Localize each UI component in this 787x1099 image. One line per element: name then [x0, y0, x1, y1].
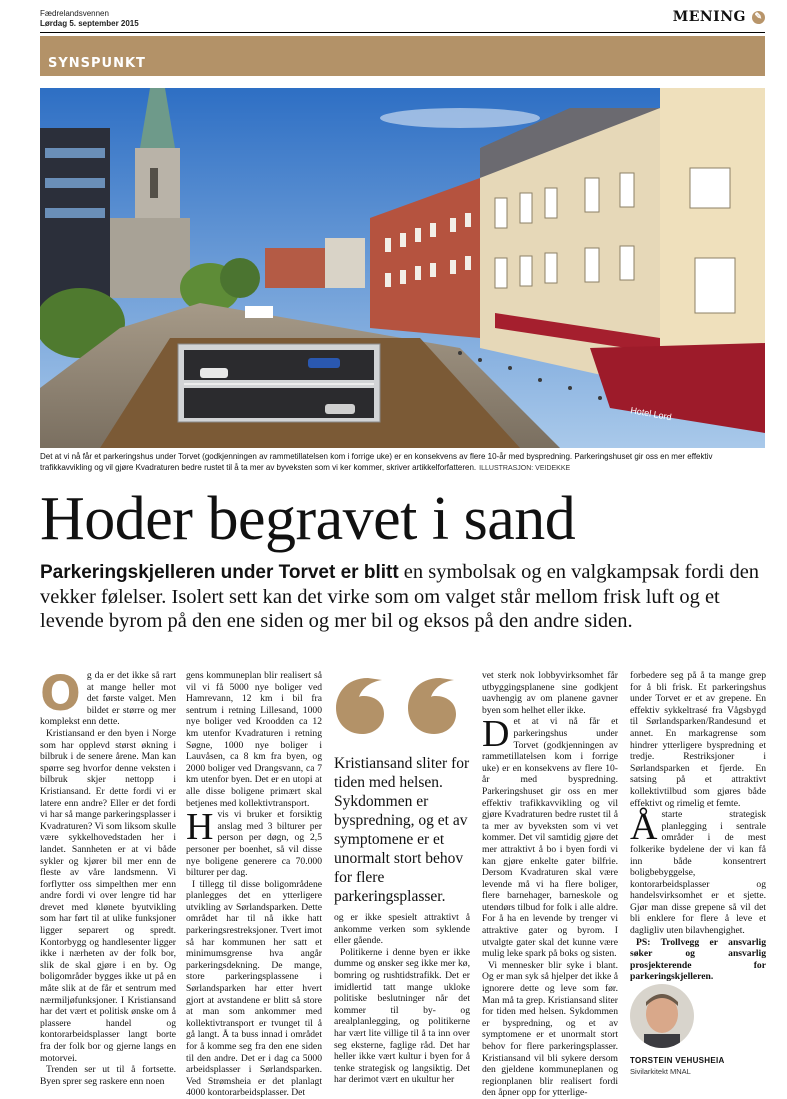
section-band	[40, 36, 765, 76]
column-1	[40, 666, 176, 1087]
column-5	[630, 670, 766, 983]
col1-p1: g da er det ikke så rart at mange heller mot det første valget. Men bildet er større og mer komplekst enn dette.	[40, 670, 176, 728]
caption-text: Det at vi nå får et parkeringshus under Torvet (godkjenningen av rammetillatelsen kom i forrige uke) er en konsekvens av flere 10-år med byspredning. Parkeringshuset gir oss en mer effektiv trafikkavvikling og vil gjøre Kvadraturen bedre rustet til å ta mer av byveksten som vi ker kommer, skriver artikkelforfatteren.	[40, 452, 713, 472]
col2-p3: I tillegg til disse boligområdene planlegges det en ytterligere utvikling av Sørlandsparken. Dette området har til nå ikke hatt parkeringsrestreksjoner. Tvert imot så har kommunen her satt et minimumsgrense hva angår parkeringsdekning. De mange, store parkeringsplassene i Sørlandsparken har etter hvert gjort at avstandene er blitt så store at man som ankommer med kollektivtransport er tvunget til å gå langt. Å ta buss innad i området for å komme seg fra den ene siden til den andre. Det er i dag ca 5000 arbeidsplasser i Sørlandsparken. Ved Strømsheia er det planlagt 4000 kontorarbeidsplasser. Det	[186, 878, 322, 1099]
paper-header	[40, 9, 139, 29]
article-photo	[40, 88, 765, 448]
photo-credit: ILLUSTRASJON: VEIDEKKE	[479, 464, 571, 472]
author-avatar	[630, 984, 694, 1048]
photo-caption	[40, 452, 765, 474]
drop-cap-h: H	[186, 806, 214, 849]
article-headline: Hoder begravet i sand	[40, 485, 576, 553]
band-label: SYNSPUNKT	[48, 56, 146, 71]
col1-p2: Kristiansand er den byen i Norge som har opplevd størst økning i bilbruk i de senere årene. Man kan spørre seg hvorfor denne veksten i bilbruk skjer nettopp i Kristiansand. Er dette fordi vi er latere enn andre? Eller er det fordi vi har så mange parkeringsplasser i Kvadraturen? Vi som liksom skulle være sykkelhovedstaden her i landet. Sannheten er at vi både sykler og kjører bil mer enn de fleste av våre landsmenn. Vi forflytter oss simpelthen mer enn andre fordi vi over lengre tid har drevet med klønete byutvikling som har ført til at ulike funksjoner ligger separert og spredt. Kontorbygg og handlesenter ligger ikke i nærheten av der folk bor, slik de skal gjøre i en by. Og boligområder bygges ikke ut på en måte slik at de får et sentrum med nærmiljøfunksjoner. I Kristiansand har det vært et politisk ønske om å plassere handel og kontorarbeidsplasser langt borte fra der folk bor og gjerne langs en motorvei.	[40, 727, 176, 1064]
col1-p3: Trenden ser ut til å fortsette. Byen sprer seg raskere enn noen	[40, 1064, 176, 1087]
col4-p2: et at vi nå får et parkeringshus under Torvet (godkjenningen av rammetillatelsen kom i forrige uke) er en konsekvens av flere 10-år med byspredning. Parkeringshuset gir oss en mer effektiv trafikkavvikling og vil gjøre Kvadraturen bedre rustet til å ta mer av byveksten som vi vet kommer. Det vil samtidig gjøre det mer attraktivt å bo i byen fordi vi kan gjøre enkelte gater bilfrie. Dersom Kvadraturen skal være levende må vi ha flere boliger, flere barnehager, barneskole og utendørs tilbud for folk i alle aldre. For å ha en levende by trenger vi attraktive gater og byrom. I utvalgte gater skal det kunne være mulig leke spark på boks og sisten.	[482, 716, 618, 960]
col5-p1: forbedere seg på å ta mange grep for å bli frisk. Et parkeringshus under Torvet er et av grepene. En effektiv sykkeltrasé fra Vågsbygd til Sørlandsparken/Randesund et annet. En markagrense som hindrer ytterligere byspredning et tredje. Restriksjoner i Sørlandsparken et fjerde. En satsing på et attraktivt kollektivtilbud som gjøres både effektivt og rimelig et femte.	[630, 670, 766, 809]
author-name: TORSTEIN VEHUSHEIA	[630, 1056, 725, 1065]
lead-rest: en symbolsak og en valgkampsak fordi den vekker følelser. Isolert sett kan det virke som om valget står mellom frisk luft og et levende byrom på den ene siden og mer bil og eksos på den andre siden.	[40, 561, 760, 632]
col4-p3: Vi mennesker blir syke i blant. Og er man syk så hjelper det ikke å ignorere dette og leve som før. Man må ta grep. Kristiansand sliter for tiden med helsen. Sykdommen er byspredning, og et av symptomene er et unormalt stort behov for flere parkeringsplasser. Kristiansand vil bli sykere dersom den gjeldene kommuneplanen og regionplanen blir realisert fordi den åpner opp for ytterlige-	[482, 959, 618, 1099]
circle-icon: ✎	[752, 11, 765, 24]
col3-p2: Politikerne i denne byen er ikke dumme og ønsker seg ikke mer kø, bomring og rushtidstrafikk. Det er imidlertid tatt mange ukloke politiske beslutninger når det kommer til by- og arealplanlegging, og politikerne har vært lite villige til å ta inn over seg eksterne, faglige råd. Det har heller ikke vært kultur i byen for å tenke strategisk og langsiktig. Det har derimot vært en ukultur her	[334, 946, 470, 1086]
pull-quote: Kristiansand sliter for tiden med helsen. Sykdommen er byspredning, og et av symptomene er et unormalt stort behov for flere parkeringsplasser.	[334, 755, 470, 905]
parking-illustration	[40, 88, 765, 448]
lead-bold: Parkeringskjelleren under Torvet er blitt	[40, 562, 399, 583]
col5-ps: PS: Trollvegg er ansvarlig søker og ansvarlig prosjekterende for parkeringskjelleren.	[630, 936, 766, 983]
drop-cap-aa: Å	[630, 806, 658, 849]
col3-p1: og er ikke spesielt attraktivt å ankomme verken som syklende eller gående.	[334, 912, 470, 947]
drop-cap-d: D	[482, 713, 510, 756]
column-4	[482, 670, 618, 1099]
author-role: Sivilarkitekt MNAL	[630, 1067, 691, 1076]
article-lead	[40, 560, 765, 633]
column-3	[334, 912, 470, 1086]
issue-date: Lørdag 5. september 2015	[40, 19, 139, 28]
drop-cap-o: O	[40, 666, 81, 722]
column-2	[186, 670, 322, 1099]
col4-p1: vet sterk nok lobbyvirksomhet får utbyggingsplanene sine godkjent uavhengig av om planene gavner byen som helhet eller ikke.	[482, 670, 618, 716]
col5-p2: starte strategisk planlegging i sentrale områder i de mest folkerike bydelene der vi kan få inn både konsentrert boligbebyggelse, kontorarbeidsplasser og handelsvirksomhet er et sjette. Gjør man disse grepene så vil det bli enklere for flere å leve et dagligliv uten bilavhengighet.	[630, 809, 766, 937]
col2-p1: gens kommuneplan blir realisert så vil vi få 5000 nye boliger ved Hamrevann, 12 km i bil fra sentrum i retning Lillesand, 1000 nye boliger ved Kroodden ca 12 km utenfor Kvadraturen i retning Søgne, 1000 nye boliger i Lauvåsen, ca 8 km fra byen, og 2000 boliger ved Drangsvann, ca 7 km utenfor byen. Det er en utopi at alle disse boligene primært skal betjenes med kollektivtransport.	[186, 670, 322, 809]
paper-name: Fædrelandsvennen	[40, 9, 109, 18]
section-title: MENING	[672, 9, 746, 25]
col2-p2: vis vi bruker et forsiktig anslag med 3 bilturer per person per døgn, og 2,5 personer per boenhet, så vil disse nye boligene generere ca 70.000 bilturer per dag.	[186, 809, 322, 879]
hotel-sign-text: Hotel Lord	[629, 405, 673, 423]
section-header	[673, 9, 765, 25]
quote-marks-icon	[334, 668, 474, 748]
header-rule	[40, 32, 765, 33]
